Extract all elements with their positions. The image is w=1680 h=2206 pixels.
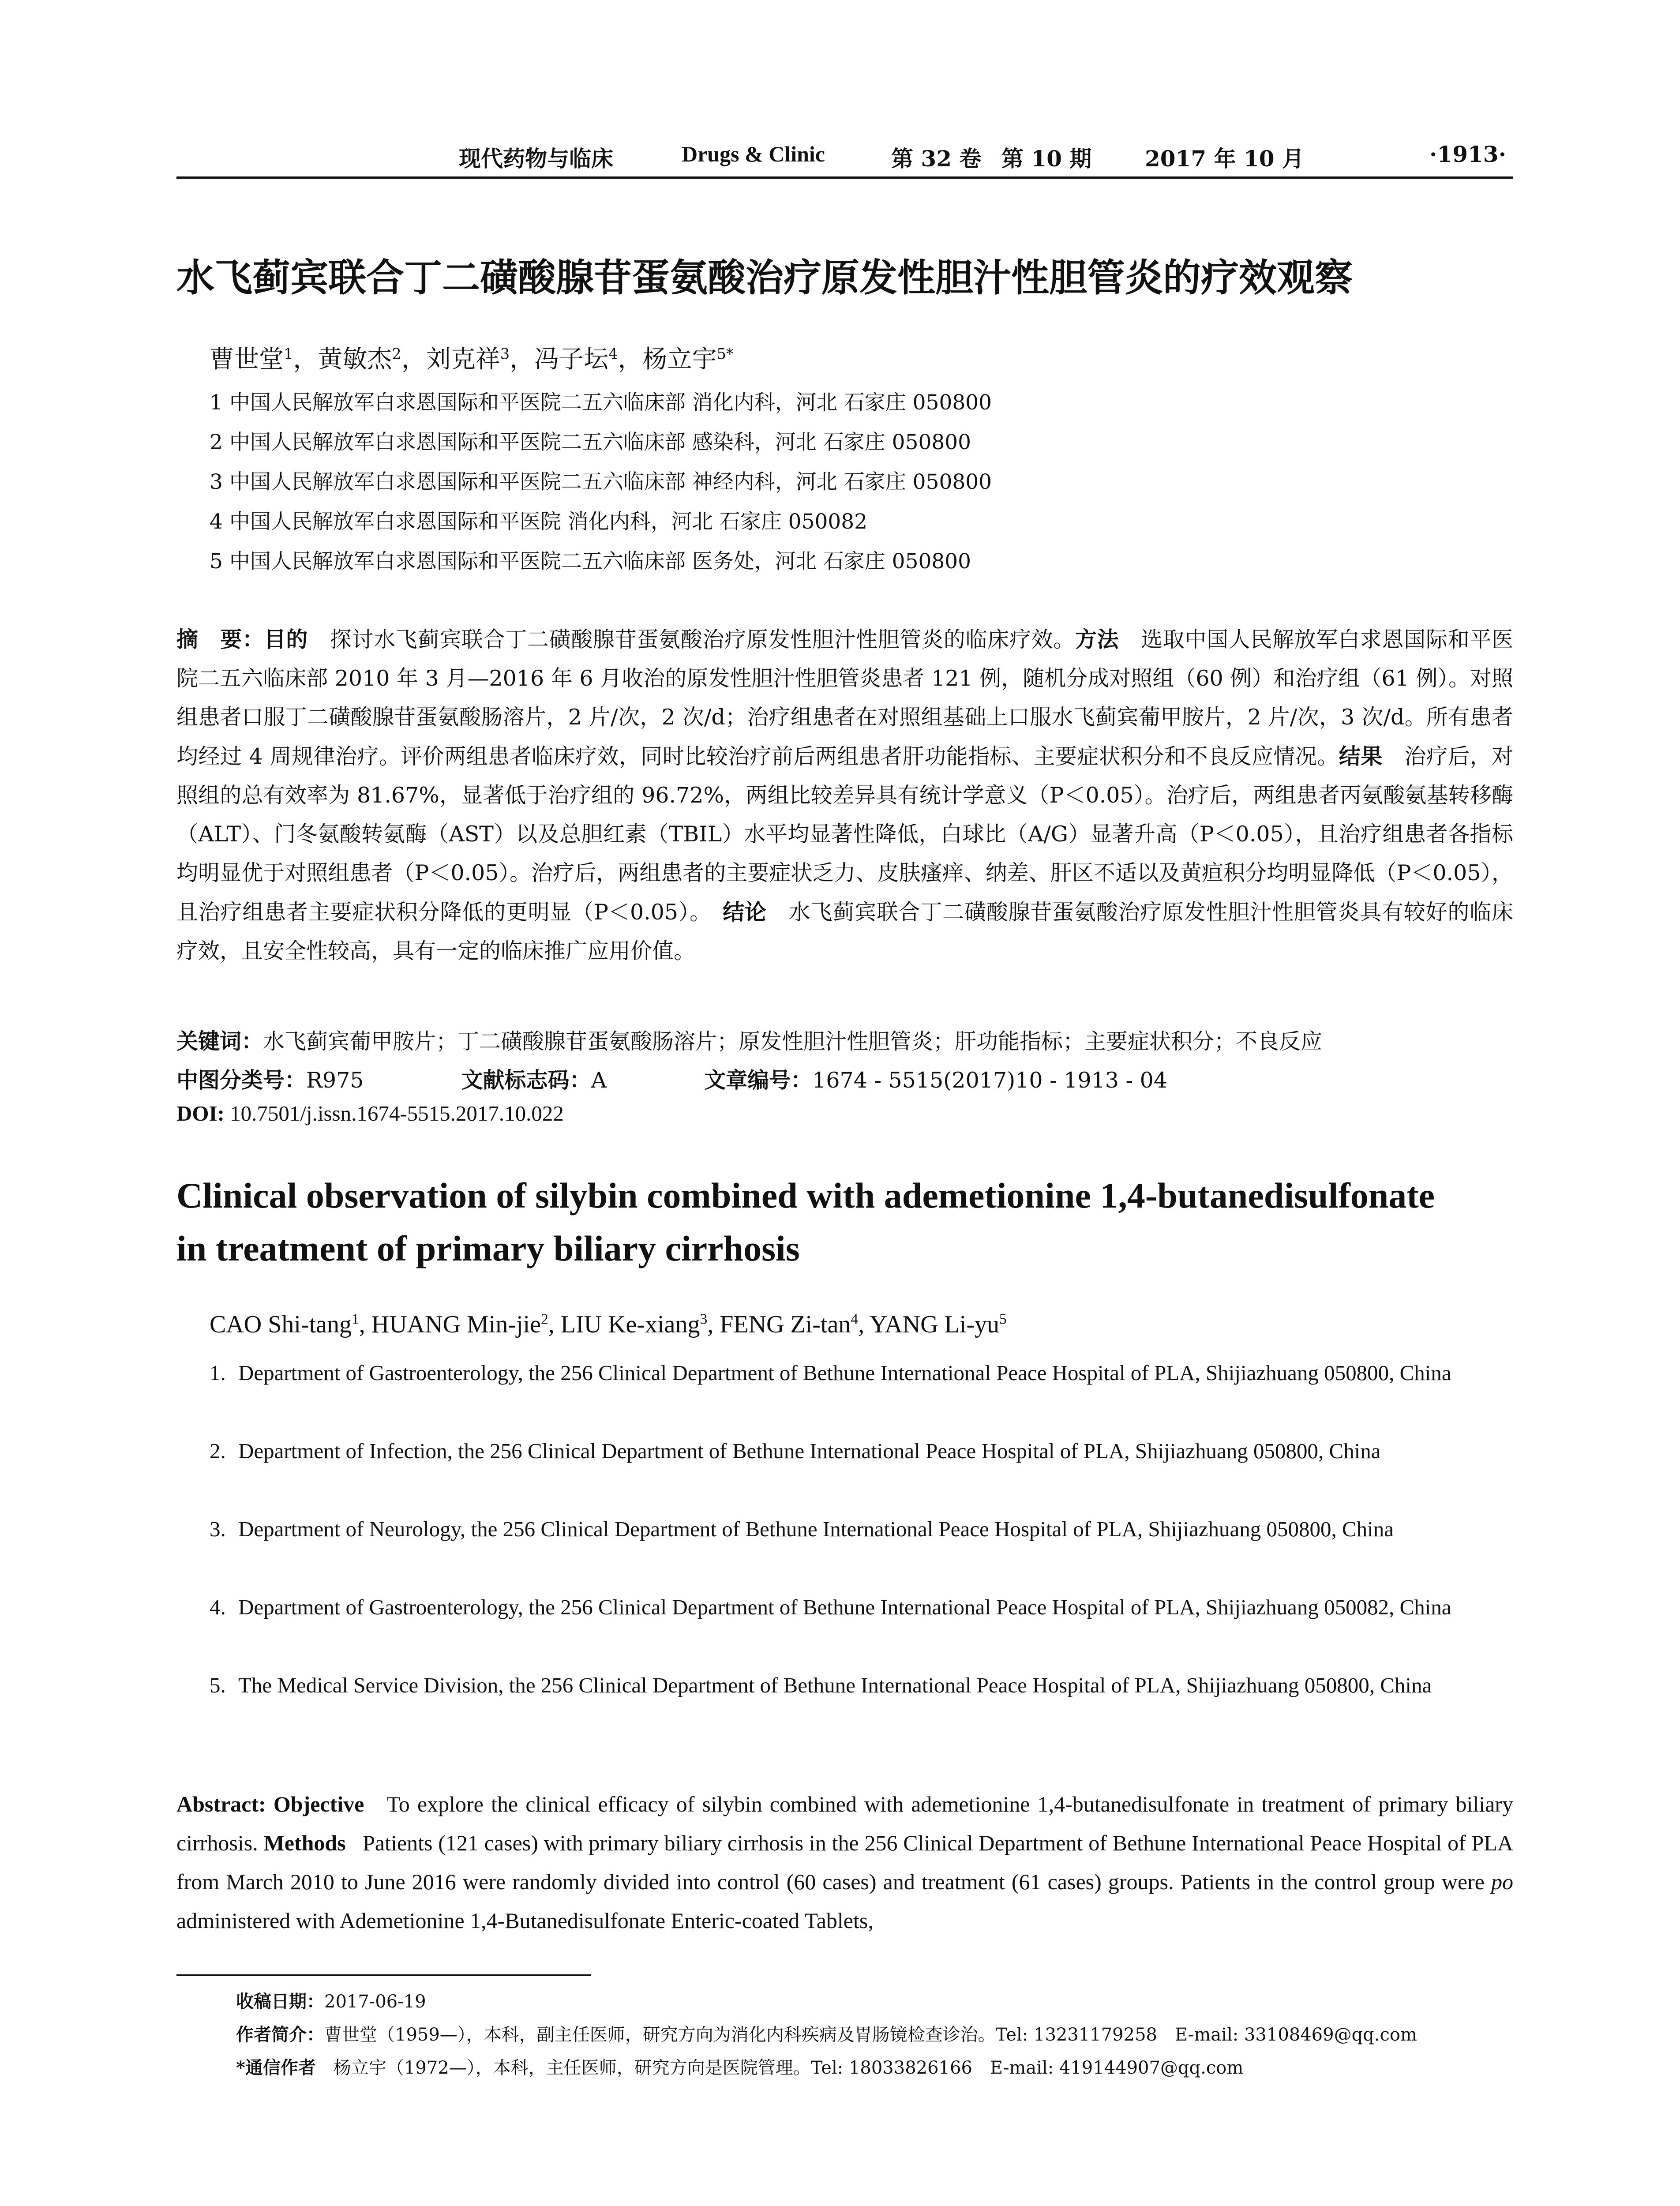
doi-link[interactable]: 10.7501/j.issn.1674-5515.2017.10.022 <box>230 1101 564 1126</box>
affiliation-en-1 <box>210 1354 1513 1392</box>
header-rule <box>176 176 1513 179</box>
corresponding-author <box>236 2054 1243 2079</box>
received-label: 收稿日期： <box>236 1991 324 2012</box>
author-name: HUANG Min-jie <box>371 1311 541 1338</box>
title-en <box>176 1169 1544 1275</box>
affiliation-en-5 <box>210 1666 1513 1705</box>
objective-label: 目的 <box>264 627 308 652</box>
keywords-cn <box>176 1024 1513 1055</box>
methods-en-label: Methods <box>263 1831 346 1855</box>
doi-label: DOI: <box>176 1101 225 1126</box>
author-name: 冯子坛 <box>534 345 609 374</box>
author-bio <box>236 2021 1417 2046</box>
journal-name-cn: 现代药物与临床 <box>459 146 613 172</box>
title-en-line: in treatment of primary biliary cirrhosis <box>176 1228 800 1268</box>
author-sup: 5* <box>716 345 734 363</box>
author-sep: , <box>548 1311 561 1338</box>
keywords-text: 水飞蓟宾葡甲胺片；丁二磺酸腺苷蛋氨酸肠溶片；原发性胆汁性胆管炎；肝功能指标；主要症状积分；不良反应 <box>263 1029 1323 1054</box>
affiliation-cn-5: 5 中国人民解放军白求恩国际和平医院二五六临床部 医务处，河北 石家庄 050800 <box>210 549 971 574</box>
abstract-label: 摘 要： <box>176 627 264 652</box>
abstract-cn <box>176 620 1513 971</box>
author-name: 曹世堂 <box>210 345 284 374</box>
running-header <box>176 141 1513 176</box>
author-name: FENG Zi-tan <box>720 1311 851 1338</box>
author-sep: ， <box>618 345 643 374</box>
article-no-label: 文章编号： <box>704 1067 813 1093</box>
title-en-line: Clinical observation of silybin combined with ademetionine 1,4-butanedisulfonate <box>176 1175 1435 1216</box>
methods-en-text: Patients (121 cases) with primary biliary cirrhosis in the 256 Clinical Department of Bethune International Peace Hospital of PLA from March 2010 to June 2016 were randomly divided into control (60 cases) and treatment (61 cases) groups. Patients in the control group were <box>176 1831 1514 1894</box>
bio-label: 作者简介： <box>236 2024 324 2045</box>
objective-en-text: To explore the clinical efficacy of silybin combined with ademetionine 1,4-butanedisulfonate in treatment of primary biliary cirrhosis. <box>176 1792 1514 1855</box>
keywords-label: 关键词： <box>176 1028 263 1054</box>
author-name: YANG Li-yu <box>870 1311 999 1338</box>
corr-text: 杨立宇（1972—），本科，主任医师，研究方向是医院管理。Tel: 18033826166 E-mail: 419144907@qq.com <box>333 2058 1244 2078</box>
abstract-en-label: Abstract: Objective <box>176 1792 364 1816</box>
affiliation-number: 1. <box>210 1361 226 1385</box>
issue-date: 2017 年 10 月 <box>1145 146 1304 172</box>
affiliation-en-4 <box>210 1588 1513 1627</box>
affiliation-text: Department of Gastroenterology, the 256 Clinical Department of Bethune International Peace Hospital of PLA, Shijiazhuang 050800, China <box>238 1361 1451 1385</box>
conclusion-label: 结论 <box>723 899 767 925</box>
doc-code-value: A <box>591 1068 607 1093</box>
methods-label: 方法 <box>1075 627 1119 652</box>
author-sep: , <box>707 1311 720 1338</box>
affiliation-cn-4: 4 中国人民解放军白求恩国际和平医院 消化内科，河北 石家庄 050082 <box>210 510 868 534</box>
author-name: 刘克祥 <box>426 345 500 374</box>
author-sep: ， <box>293 345 318 374</box>
author-sep: ， <box>401 345 426 374</box>
authors-cn <box>210 340 734 375</box>
affiliation-number: 2. <box>210 1439 226 1463</box>
author-sup: 5 <box>999 1311 1007 1328</box>
affiliation-cn-2: 2 中国人民解放军白求恩国际和平医院二五六临床部 感染科，河北 石家庄 050800 <box>210 430 971 454</box>
methods-text: 选取中国人民解放军白求恩国际和平医院二五六临床部 2010 年 3 月—2016 年 6 月收治的原发性胆汁性胆管炎患者 121 例，随机分成对照组（60 例）和治疗组（61 例）。对照组患者口服丁二磺酸腺苷蛋氨酸肠溶片，2 片/次，2 次/d；治疗组患者在对照组基础上口服水飞蓟宾葡甲胺片，2 片/次，3 次/d。所有患者均经过 4 周规律治疗。评价两组患者临床疗效，同时比较治疗前后两组患者肝功能指标、主要症状积分和不良反应情况。 <box>176 627 1513 769</box>
doc-code-label: 文献标志码： <box>461 1067 591 1093</box>
received-value: 2017-06-19 <box>324 1992 426 2012</box>
bio-text: 曹世堂（1959—），本科，副主任医师，研究方向为消化内科疾病及胃肠镜检查诊治。Tel: 13231179258 E-mail: 33108469@qq.com <box>324 2025 1417 2045</box>
results-text: 治疗后，对照组的总有效率为 81.67%，显著低于治疗组的 96.72%，两组比较差异具有统计学意义（P＜0.05）。治疗后，两组患者丙氨酸氨基转移酶（ALT）、门冬氨酸转氨酶（AST）以及总胆红素（TBIL）水平均显著性降低，白球比（A/G）显著升高（P＜0.05），且治疗组患者各指标均明显优于对照组患者（P＜0.05）。治疗后，两组患者的主要症状乏力、皮肤瘙痒、纳差、肝区不适以及黄疸积分均明显降低（P＜0.05），且治疗组患者主要症状积分降低的更明显（P＜0.05）。 <box>176 744 1513 925</box>
classification-line <box>176 1063 1513 1094</box>
author-sup: 3 <box>500 345 510 363</box>
journal-name-en: Drugs & Clinic <box>682 142 825 166</box>
volume: 第 32 卷 <box>891 146 982 172</box>
po-abbrev: po <box>1491 1869 1514 1894</box>
footnote-rule <box>176 1974 591 1976</box>
author-sup: 1 <box>352 1311 359 1328</box>
affiliation-cn-3: 3 中国人民解放军白求恩国际和平医院二五六临床部 神经内科，河北 石家庄 050800 <box>210 470 992 494</box>
issue: 第 10 期 <box>1001 146 1092 172</box>
affiliation-number: 5. <box>210 1673 226 1697</box>
received-date <box>236 1988 426 2013</box>
affiliation-number: 3. <box>210 1517 226 1541</box>
title-cn: 水飞蓟宾联合丁二磺酸腺苷蛋氨酸治疗原发性胆汁性胆管炎的疗效观察 <box>176 256 1353 300</box>
author-sup: 4 <box>851 1311 859 1328</box>
author-name: LIU Ke-xiang <box>560 1311 700 1338</box>
authors-en <box>210 1310 1007 1339</box>
corr-label: *通信作者 <box>236 2057 316 2078</box>
clc-value: R975 <box>306 1068 364 1093</box>
author-sup: 4 <box>608 345 618 363</box>
author-name: 黄敏杰 <box>318 345 392 374</box>
affiliation-text: Department of Infection, the 256 Clinical Department of Bethune International Peace Hospital of PLA, Shijiazhuang 050800, China <box>238 1439 1381 1463</box>
abstract-en <box>176 1785 1513 1940</box>
page-number: ·1913· <box>1429 141 1506 167</box>
affiliation-number: 4. <box>210 1595 226 1619</box>
author-sup: 2 <box>392 345 401 363</box>
author-name: CAO Shi-tang <box>210 1311 352 1338</box>
affiliation-cn-1: 1 中国人民解放军白求恩国际和平医院二五六临床部 消化内科，河北 石家庄 050800 <box>210 390 992 415</box>
clc-label: 中图分类号： <box>176 1067 307 1093</box>
affiliation-text: Department of Gastroenterology, the 256 Clinical Department of Bethune International Peace Hospital of PLA, Shijiazhuang 050082, China <box>238 1595 1451 1619</box>
methods-en-text-cont: administered with Ademetionine 1,4-Butanedisulfonate Enteric-coated Tablets, <box>176 1908 874 1933</box>
article-no-value: 1674 - 5515(2017)10 - 1913 - 04 <box>812 1068 1168 1093</box>
author-name: 杨立宇 <box>642 345 717 374</box>
author-sep: , <box>858 1311 870 1338</box>
affiliation-text: Department of Neurology, the 256 Clinical Department of Bethune International Peace Hospital of PLA, Shijiazhuang 050800, China <box>238 1517 1394 1541</box>
affiliation-en-3 <box>210 1510 1513 1549</box>
doi-line <box>176 1101 1513 1126</box>
author-sep: , <box>359 1311 371 1338</box>
results-label: 结果 <box>1339 743 1383 769</box>
affiliation-en-2 <box>210 1432 1513 1471</box>
author-sup: 1 <box>284 345 293 363</box>
conclusion-text: 水飞蓟宾联合丁二磺酸腺苷蛋氨酸治疗原发性胆汁性胆管炎具有较好的临床疗效，且安全性较高，具有一定的临床推广应用价值。 <box>176 900 1513 964</box>
author-sep: ， <box>510 345 535 374</box>
objective-text: 探讨水飞蓟宾联合丁二磺酸腺苷蛋氨酸治疗原发性胆汁性胆管炎的临床疗效。 <box>330 627 1075 652</box>
author-sup: 3 <box>700 1311 708 1328</box>
affiliation-text: The Medical Service Division, the 256 Clinical Department of Bethune International Peace Hospital of PLA, Shijiazhuang 050800, China <box>238 1673 1432 1697</box>
author-sup: 2 <box>540 1311 548 1328</box>
